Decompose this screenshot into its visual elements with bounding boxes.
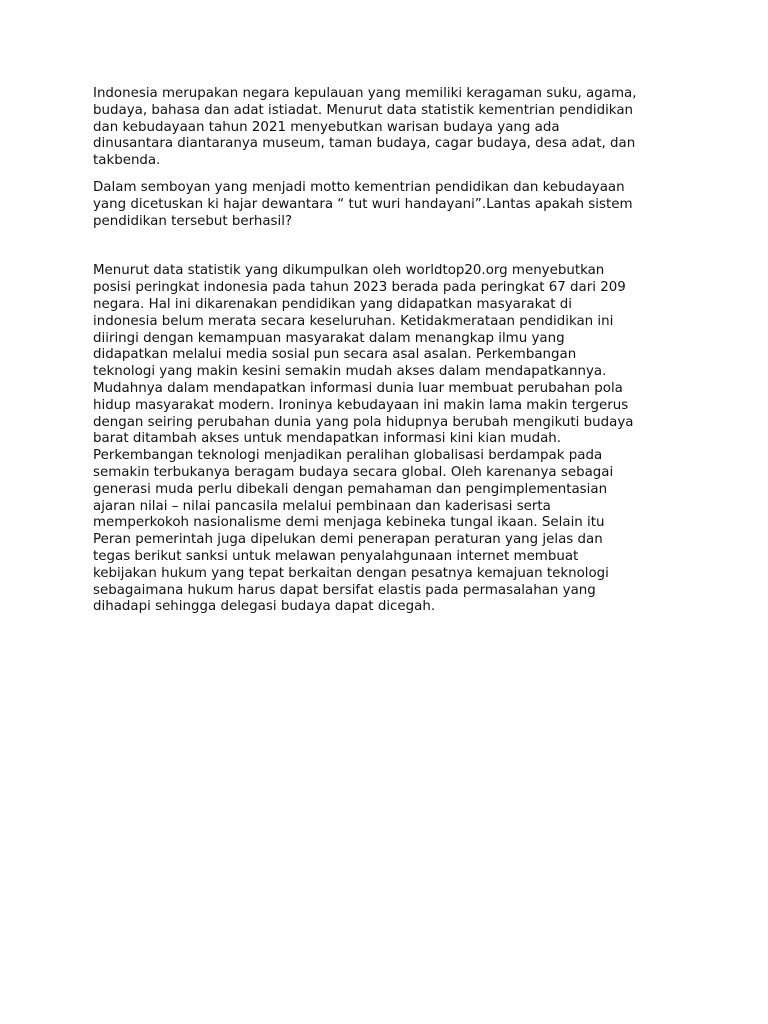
- blank-line-spacer: [93, 230, 678, 263]
- paragraph-motto: Dalam semboyan yang menjadi motto kementrian pendidikan dan kebudayaan yang dicetuskan ki hajar dewantara “ tut wuri handayani”.Lantas apakah sistem pendidikan tersebut berhasil?: [93, 179, 633, 229]
- paragraph-analysis: Menurut data statistik yang dikumpulkan oleh worldtop20.org menyebutkan posisi peringkat indonesia pada tahun 2023 berada pada peringkat 67 dari 209 negara. Hal ini dikarenakan pendidikan yang didapatkan masyarakat di indonesia belum merata secara keseluruhan. Ketidakmerataan pendidikan ini diiringi dengan kemampuan masyarakat dalam menangkap ilmu yang didapatkan melalui media sosial pun secara asal asalan. Perkembangan teknologi yang makin kesini semakin mudah akses dalam mendapatkannya. Mudahnya dalam mendapatkan informasi dunia luar membuat perubahan pola hidup masyarakat modern. Ironinya kebudayaan ini makin lama makin tergerus dengan seiring perubahan dunia yang pola hidupnya berubah mengikuti budaya barat ditambah akses untuk mendapatkan informasi kini kian mudah. Perkembangan teknologi menjadikan peralihan globalisasi berdampak pada semakin terbukanya beragam budaya secara global. Oleh karenanya sebagai generasi muda perlu dibekali dengan pemahaman dan pengimplementasian ajaran nilai – nilai pancasila melalui pembinaan dan kaderisasi serta memperkokoh nasionalisme demi menjaga kebineka tungal ikaan. Selain itu Peran pemerintah juga dipelukan demi penerapan peraturan yang jelas dan tegas berikut sanksi untuk melawan penyalahgunaan internet membuat kebijakan hukum yang tepat berkaitan dengan pesatnya kemajuan teknologi sebagaimana hukum harus dapat bersifat elastis pada permasalahan yang dihadapi sehingga delegasi budaya dapat dicegah.: [93, 263, 634, 615]
- document-body: [93, 86, 678, 616]
- paragraph-intro: Indonesia merupakan negara kepulauan yang memiliki keragaman suku, agama, budaya, bahasa dan adat istiadat. Menurut data statistik kementrian pendidikan dan kebudayaan tahun 2021 menyebutkan warisan budaya yang ada dinusantara diantaranya museum, taman budaya, cagar budaya, desa adat, dan takbenda.: [93, 86, 637, 169]
